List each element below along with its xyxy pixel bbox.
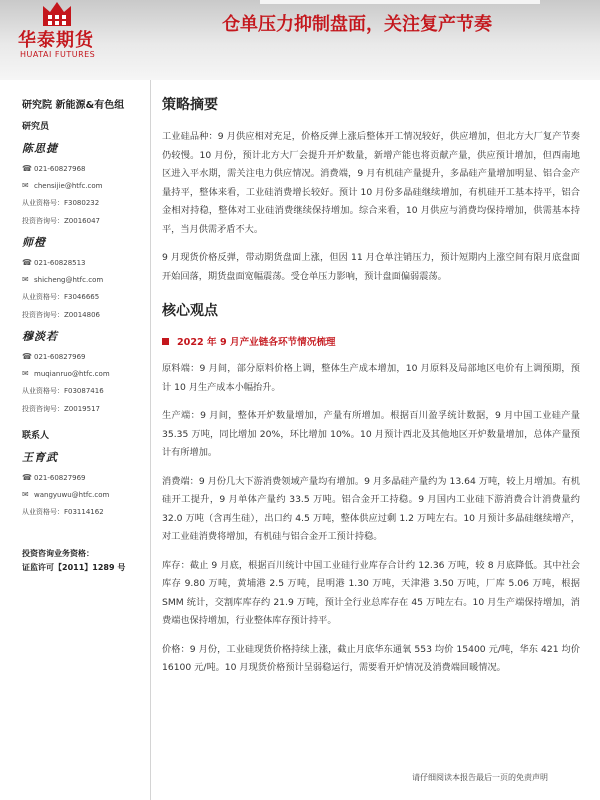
- core-paragraph-raw-materials: 原料端：9 月间，部分原料价格上调，整体生产成本增加，10 月原料及局部地区电价有上调预期，预计 10 月生产成本小幅抬升。: [162, 363, 580, 393]
- researchers-label: 研究员: [22, 122, 50, 132]
- contact-phone: ☎ 021-60827969: [22, 473, 86, 482]
- core-paragraph-production: 生产端：9 月间，整体开炉数量增加，产量有所增加。根据百川盈孚统计数据，9 月中国工业硅产量 35.35 万吨，同比增加 20%，环比增加 10%。10 月预计西北及其他地区开炉数量增加，总体产量预计有所增加。: [162, 410, 580, 458]
- analyst-phone: ☎ 021-60828513: [22, 258, 86, 267]
- report-header: [0, 0, 600, 80]
- analyst-phone: ☎ 021-60827969: [22, 352, 86, 361]
- section-heading-core-views: 核心观点: [162, 303, 218, 319]
- analyst-qualification: 从业资格号：F3080232: [22, 199, 100, 207]
- analyst-email: ✉ shicheng@htfc.com: [22, 275, 104, 284]
- email-icon: ✉: [22, 490, 29, 499]
- department-label: 研究院 新能源&有色组: [22, 100, 125, 111]
- core-paragraph-price: 价格：9 月份，工业硅现货价格持续上涨，截止月底华东通氧 553 均价 15400 元/吨，华东 421 均价 16100 元/吨。10 月现货价格预计呈弱稳运行，需要看开炉情况及消费端回暖情况。: [162, 643, 580, 673]
- square-bullet-icon: [162, 338, 169, 345]
- company-logo: [18, 0, 138, 70]
- analyst-name: 师橙: [22, 236, 46, 249]
- disclaimer-footer: 请仔细阅读本报告最后一页的免责声明: [412, 773, 548, 782]
- phone-icon: ☎: [22, 473, 32, 482]
- phone-icon: ☎: [22, 352, 32, 361]
- investment-consulting-qualification: 投资咨询业务资格： 证监许可【2011】1289 号: [22, 549, 126, 572]
- header-strip: [260, 0, 540, 4]
- phone-icon: ☎: [22, 258, 32, 267]
- strategy-paragraph: 9 月现货价格反弹，带动期货盘面上涨，但因 11 月仓单注销压力，预计短期内上涨空间有限月底盘面开始回落，期货盘面宽幅震荡。受仓单压力影响，预计盘面偏弱震荡。: [162, 252, 580, 282]
- analyst-card: [22, 234, 142, 320]
- email-icon: ✉: [22, 275, 29, 284]
- analyst-card: [22, 328, 142, 414]
- analyst-card: [22, 140, 142, 226]
- analyst-invest-license: 投资咨询号：Z0016047: [22, 217, 100, 225]
- logo-english-name: HUATAI FUTURES: [20, 50, 96, 59]
- core-paragraph-inventory: 库存：截止 9 月底，根据百川统计中国工业硅行业库存合计约 12.36 万吨，较 8 月底降低。其中社会库存 9.80 万吨，黄埔港 2.5 万吨，昆明港 1.30 万吨，天津港 3.50 万吨，厂库 5.06 万吨，根据 SMM 统计，交割库库存约 21.9 万吨，预计全行业总库存在 45 万吨左右。10 月生产端保持增加，消费端也保持增加，行业整体库存预计持平。: [162, 559, 580, 626]
- section-heading-strategy: 策略摘要: [162, 97, 218, 113]
- analyst-invest-license: 投资咨询号：Z0014806: [22, 311, 100, 319]
- subsection-heading: 2022 年 9 月产业链各环节情况梳理: [162, 334, 580, 348]
- logo-mark-icon: [40, 0, 74, 26]
- report-body: [162, 94, 580, 678]
- contact-email: ✉ wangyuwu@htfc.com: [22, 490, 110, 499]
- analyst-phone: ☎ 021-60827968: [22, 164, 86, 173]
- contact-card: [22, 449, 142, 517]
- analyst-sidebar: [22, 96, 142, 575]
- core-paragraph-consumption: 消费端：9 月份几大下游消费领域产量均有增加。9 月多晶硅产量约为 13.64 万吨，较上月增加。有机硅开工提升，9 月单体产量约 33.5 万吨。铝合金开工持稳。9 月国内工业硅下游消费合计消费量约 32.0 万吨（含再生硅），出口约 4.5 万吨，整体供应过剩 1.2 万吨左右。10 月预计多晶硅继续增产，对工业硅消费将增加，有机硅与铝合金开工预计持稳。: [162, 475, 580, 542]
- column-divider: [150, 80, 151, 800]
- contact-name: 王育武: [22, 451, 58, 464]
- analyst-email: ✉ muqianruo@htfc.com: [22, 369, 110, 378]
- analyst-name: 穆淡若: [22, 330, 58, 343]
- contact-qualification: 从业资格号：F03114162: [22, 508, 104, 516]
- phone-icon: ☎: [22, 164, 32, 173]
- analyst-qualification: 从业资格号：F3046665: [22, 293, 100, 301]
- contact-label: 联系人: [22, 431, 50, 441]
- logo-chinese-name: 华泰期货: [18, 30, 94, 51]
- email-icon: ✉: [22, 369, 29, 378]
- analyst-email: ✉ chensijie@htfc.com: [22, 181, 103, 190]
- analyst-invest-license: 投资咨询号：Z0019517: [22, 405, 100, 413]
- report-title: 仓单压力抑制盘面，关注复产节奏: [222, 14, 492, 35]
- strategy-paragraph: 工业硅品种：9 月供应相对充足，价格反弹上涨后整体开工情况较好，供应增加，但北方大厂复产节奏仍较慢。10 月份，预计北方大厂会提升开炉数量，新增产能也将贡献产量，供应预计增加，但西南地区进入平水期，需关注电力供应情况。消费端，9 月有机硅产量提升，多晶硅产量增加明显、铝合金产量持平，整体来看，工业硅消费增长较好。预计 10 月份多晶硅继续增加，有机硅开工基本持平，铝合金相对持稳，整体对工业硅消费继续保持增加。综合来看，10 月供应与消费均保持增加，供需基本持平，当月供需矛盾不大。: [162, 131, 580, 235]
- email-icon: ✉: [22, 181, 29, 190]
- analyst-name: 陈思捷: [22, 142, 58, 155]
- analyst-qualification: 从业资格号：F03087416: [22, 387, 104, 395]
